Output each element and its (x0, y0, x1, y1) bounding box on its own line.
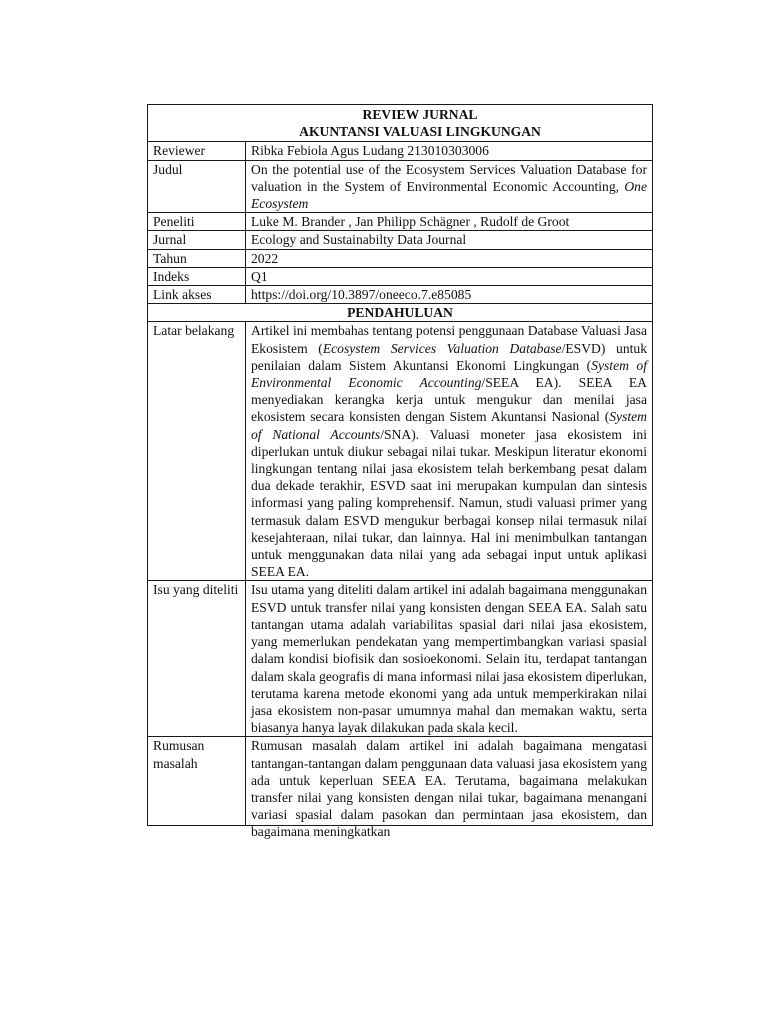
rumusan-label: Rumusan masalah (148, 737, 246, 826)
judul-value (246, 160, 653, 213)
title-line-1: REVIEW JURNAL (362, 107, 478, 122)
table-row (148, 322, 653, 581)
tahun-value: 2022 (246, 249, 653, 267)
table-row (148, 142, 653, 160)
rumusan-text: Rumusan masalah dalam artikel ini adalah bagaimana mengatasi tantangan-tantangan dalam penggunaan data valuasi jasa ekosistem yang ada untuk keperluan SEEA EA. Terutama, bagaimana melakukan transfer nilai yang konsisten dengan nilai tukar, bagaimana menangani variasi spasial dalam pasokan dan permintaan jasa ekosistem, dan bagaimana meningkatkan (251, 738, 647, 840)
latar-part-4: /SNA). Valuasi moneter jasa ekosistem ini diperlukan untuk diukur sebagai nilai tukar. Meskipun literatur ekonomi lingkungan tentang nilai jasa ekosistem telah berkembang pesat dalam dua dekade terakhir, ESVD saat ini merupakan kumpulan dan sintesis informasi yang paling komprehensif. Namun, studi valuasi primer yang termasuk dalam ESVD mengukur berbagai konsep nilai termasuk nilai kesejahteraan, nilai tukar, dan lainnya. Hal ini menimbulkan tantangan untuk menggunakan data nilai yang ada sebagai input untuk aplikasi SEEA EA. (251, 426, 647, 580)
title-row (148, 105, 653, 142)
latar-text (246, 322, 653, 581)
table-row (148, 267, 653, 285)
latar-italic-1: Ecosystem Services Valuation Database (322, 340, 562, 356)
latar-label: Latar belakang (148, 322, 246, 581)
table-row (148, 213, 653, 231)
rumusan-cell (246, 737, 653, 840)
table-row (148, 231, 653, 249)
link-label: Link akses (148, 286, 246, 304)
table-row (148, 581, 653, 737)
jurnal-label: Jurnal (148, 231, 246, 249)
section-title: PENDAHULUAN (148, 304, 653, 322)
table-row (148, 160, 653, 213)
peneliti-value: Luke M. Brander , Jan Philipp Schägner , Rudolf de Groot (246, 213, 653, 231)
peneliti-label: Peneliti (148, 213, 246, 231)
judul-italic: One Ecosystem (251, 178, 647, 212)
table-row (148, 249, 653, 267)
review-table (147, 104, 653, 840)
title-cell (148, 105, 653, 142)
latar-part-1: Artikel ini membahas tentang potensi penggunaan Database Valuasi Jasa Ekosistem ( (251, 323, 647, 356)
judul-label: Judul (148, 160, 246, 213)
table-row (148, 737, 653, 826)
tahun-label: Tahun (148, 249, 246, 267)
latar-italic-3: System of National Accounts (251, 409, 647, 442)
latar-part-3: /SEEA EA). SEEA EA menyediakan kerangka kerja untuk mengukur dan menilai jasa ekosistem secara konsisten dengan Sistem Akuntansi Nasional ( (251, 375, 647, 425)
reviewer-label: Reviewer (148, 142, 246, 160)
title-line-2: AKUNTANSI VALUASI LINGKUNGAN (299, 124, 541, 140)
jurnal-value: Ecology and Sustainabilty Data Journal (246, 231, 653, 249)
latar-part-2: /ESVD) untuk penilaian dalam Sistem Akuntansi Ekonomi Lingkungan ( (251, 340, 647, 373)
section-row (148, 304, 653, 322)
indeks-label: Indeks (148, 267, 246, 285)
link-value: https://doi.org/10.3897/oneeco.7.e85085 (246, 286, 653, 304)
table-row (148, 286, 653, 304)
latar-italic-2: System of Environmental Economic Accounting (251, 357, 647, 391)
judul-text: On the potential use of the Ecosystem Services Valuation Database for valuation in the System of Environmental Economic Accounting, (251, 161, 647, 194)
indeks-value: Q1 (246, 267, 653, 285)
isu-text: Isu utama yang diteliti dalam artikel ini adalah bagaimana menggunakan ESVD untuk transfer nilai yang konsisten dengan SEEA EA. Salah satu tantangan utama adalah variabilitas spasial dari nilai jasa ekosistem, yang memerlukan pendekatan yang mempertimbangkan variasi spasial dalam kondisi biofisik dan sosioekonomi. Selain itu, terdapat tantangan dalam skala geografis di mana informasi nilai jasa ekosistem diperlukan, terutama karena metode ekonomi yang ada untuk memperkirakan nilai jasa ekosistem non-pasar umumnya mahal dan memakan waktu, serta biasanya hanya layak dilakukan pada skala kecil. (246, 581, 653, 737)
isu-label: Isu yang diteliti (148, 581, 246, 737)
reviewer-value: Ribka Febiola Agus Ludang 213010303006 (246, 142, 653, 160)
